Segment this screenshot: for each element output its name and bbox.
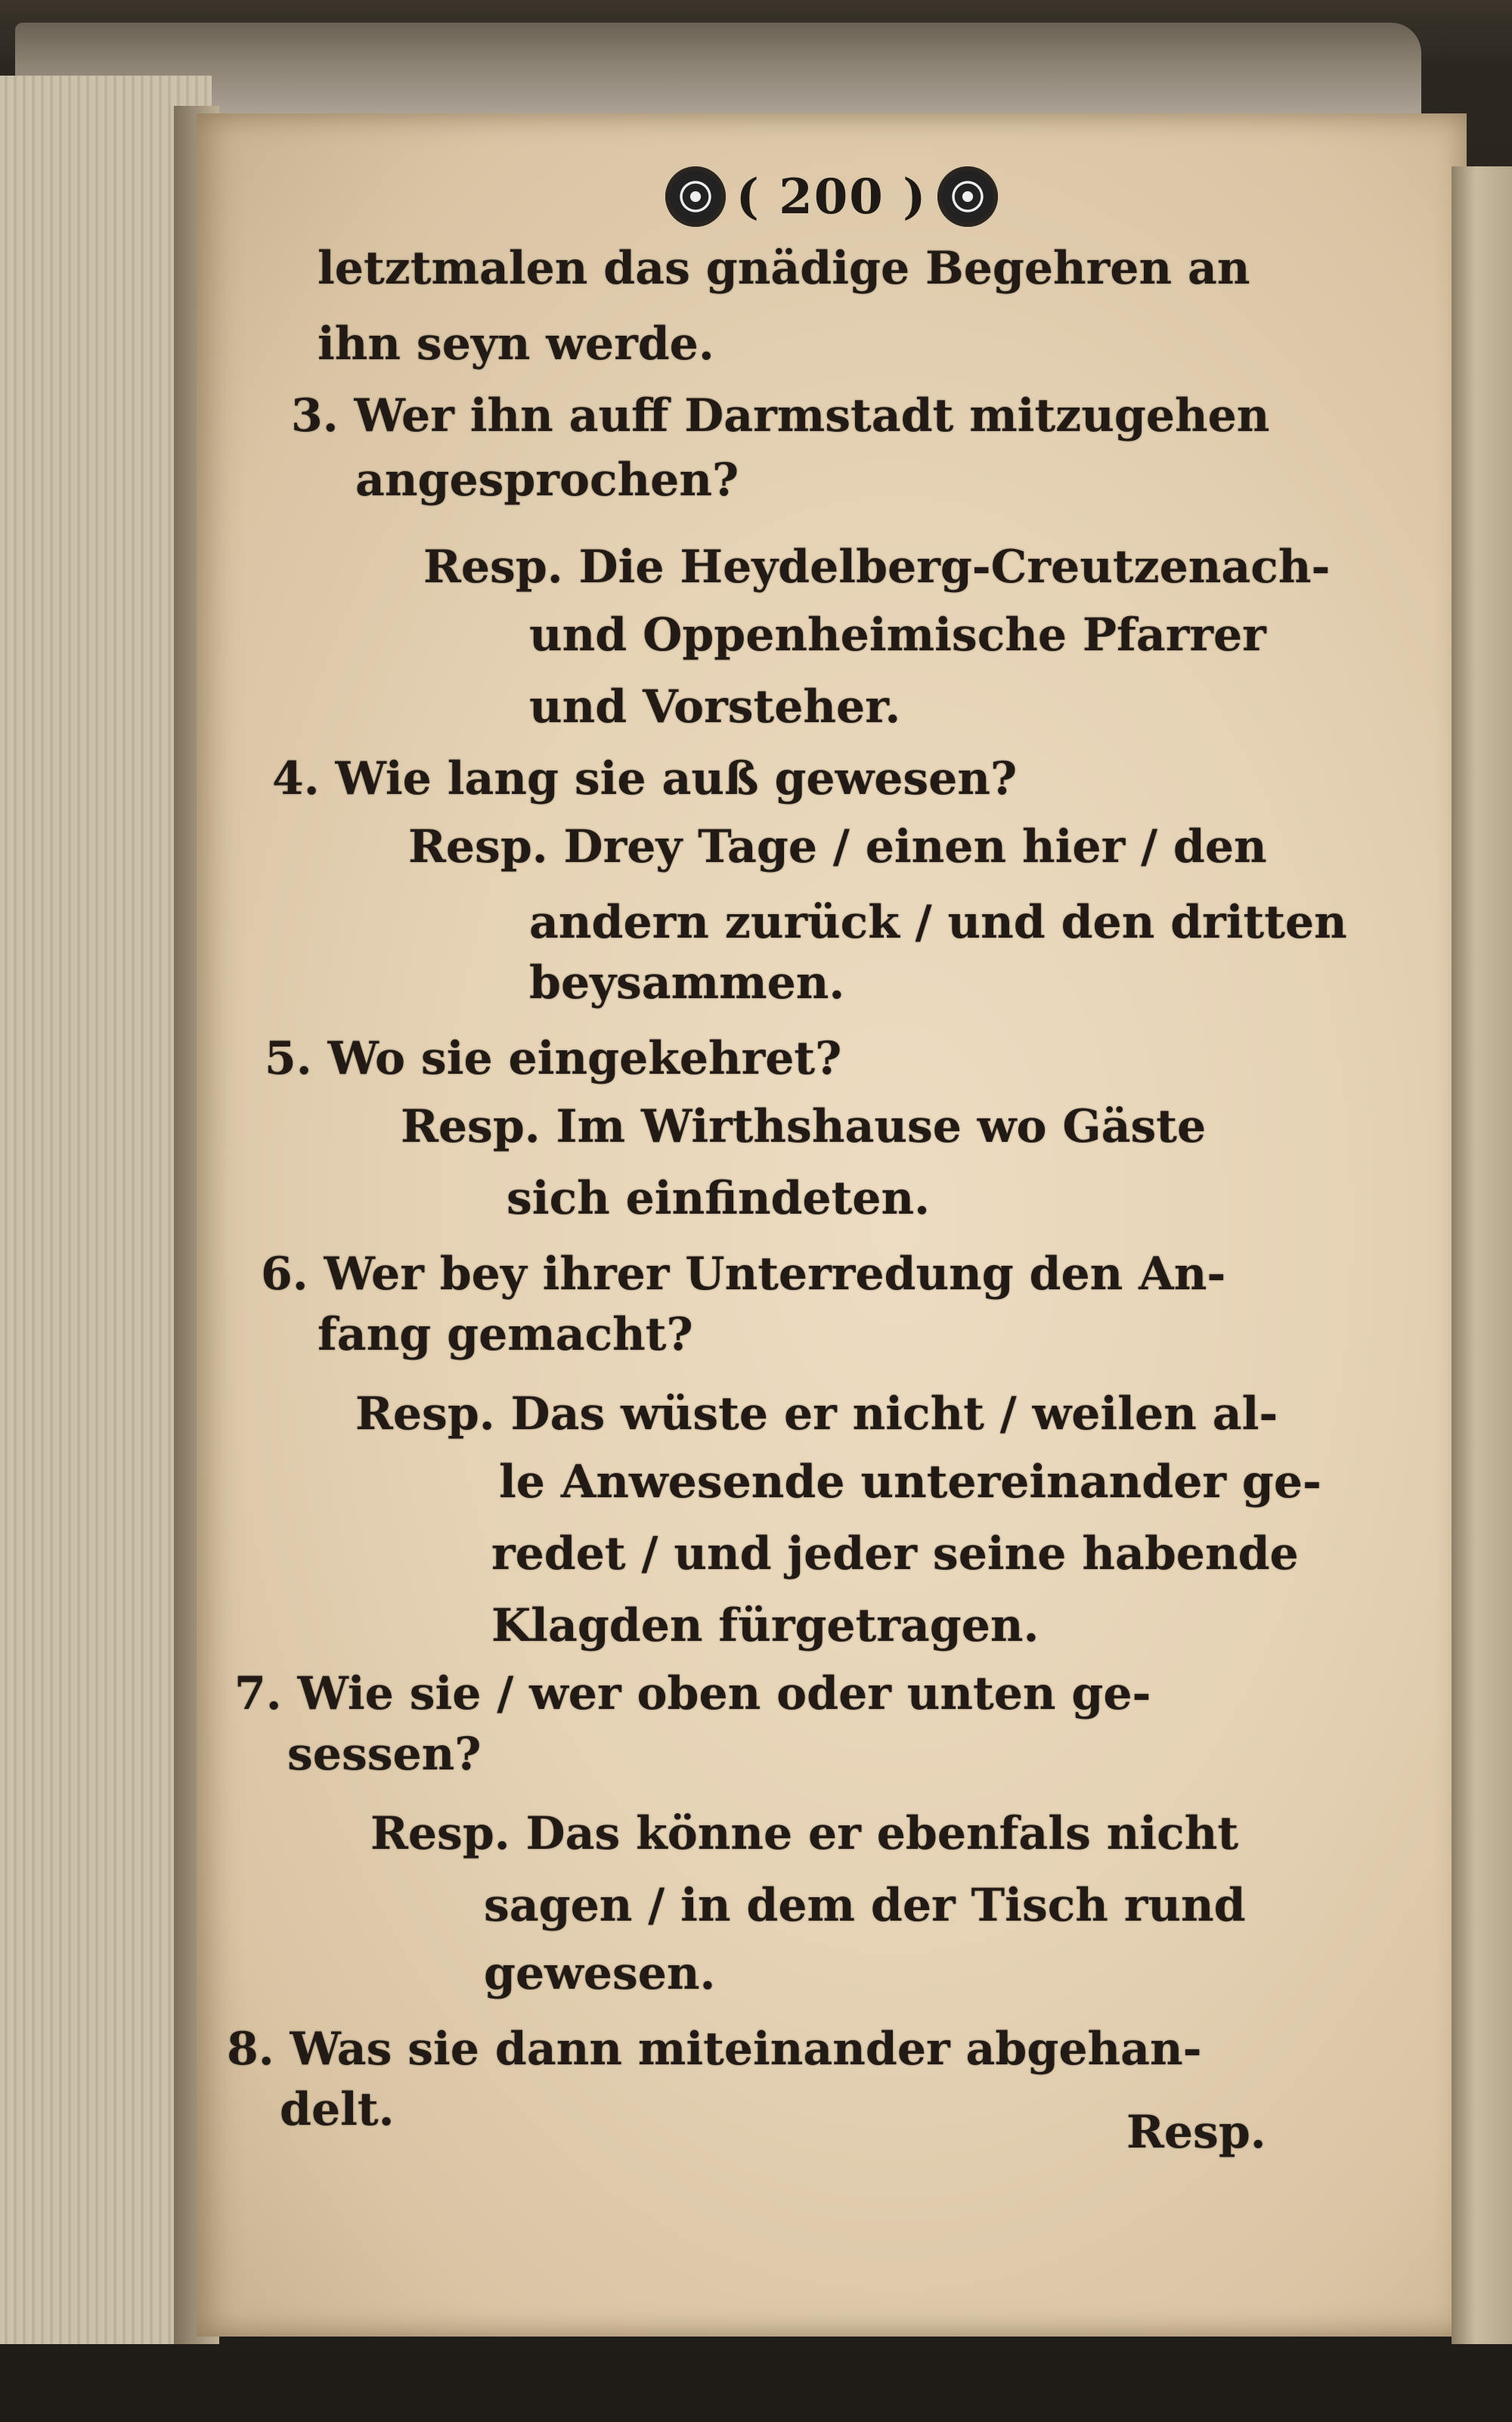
text-line: und Vorsteher.	[529, 681, 901, 733]
right-ornament-icon	[937, 166, 998, 227]
text-line: delt.	[280, 2083, 395, 2136]
text-line: 5. Wo sie eingekehret?	[265, 1032, 842, 1085]
text-line: 4. Wie lang sie auß gewesen?	[272, 752, 1018, 805]
text-line: sich einfindeten.	[507, 1172, 930, 1225]
text-line: le Anwesende untereinander ge-	[499, 1456, 1321, 1509]
book-page	[197, 113, 1467, 2337]
text-line: angesprochen?	[355, 454, 739, 507]
text-line: fang gemacht?	[318, 1308, 693, 1361]
text-line: redet / und jeder seine habende	[491, 1527, 1299, 1580]
facing-page-edge	[1452, 166, 1512, 2344]
text-line: beysammen.	[529, 957, 845, 1009]
text-line: sagen / in dem der Tisch rund	[484, 1879, 1246, 1932]
text-line: 7. Wie sie / wer oben oder unten ge-	[234, 1667, 1151, 1720]
text-line: und Oppenheimische Pfarrer	[529, 609, 1266, 662]
page-number: ( 200 )	[736, 168, 928, 225]
catchword: Resp.	[1126, 2106, 1266, 2159]
text-line: sessen?	[287, 1728, 482, 1781]
text-line: Resp. Das wüste er nicht / weilen al-	[355, 1388, 1278, 1440]
text-line: Resp. Drey Tage / einen hier / den	[408, 820, 1267, 873]
text-line: Resp. Die Heydelberg-Creutzenach-	[423, 541, 1331, 594]
text-line: 8. Was sie dann miteinander abgehan-	[227, 2023, 1202, 2076]
text-line: andern zurück / und den dritten	[529, 896, 1347, 949]
text-line: 6. Wer bey ihrer Unterredung den An-	[261, 1248, 1226, 1301]
page-header	[635, 155, 1028, 238]
text-line: 3. Wer ihn auff Darmstadt mitzugehen	[291, 389, 1270, 442]
book-top-edge	[15, 23, 1421, 129]
text-line: Klagden fürgetragen.	[491, 1599, 1040, 1652]
text-line: Resp. Das könne er ebenfals nicht	[370, 1807, 1239, 1860]
left-ornament-icon	[665, 166, 726, 227]
text-line: letztmalen das gnädige Begehren an	[318, 242, 1250, 295]
text-line: gewesen.	[484, 1947, 716, 2000]
text-line: ihn seyn werde.	[318, 318, 714, 371]
text-line: Resp. Im Wirthshause wo Gäste	[401, 1100, 1207, 1153]
